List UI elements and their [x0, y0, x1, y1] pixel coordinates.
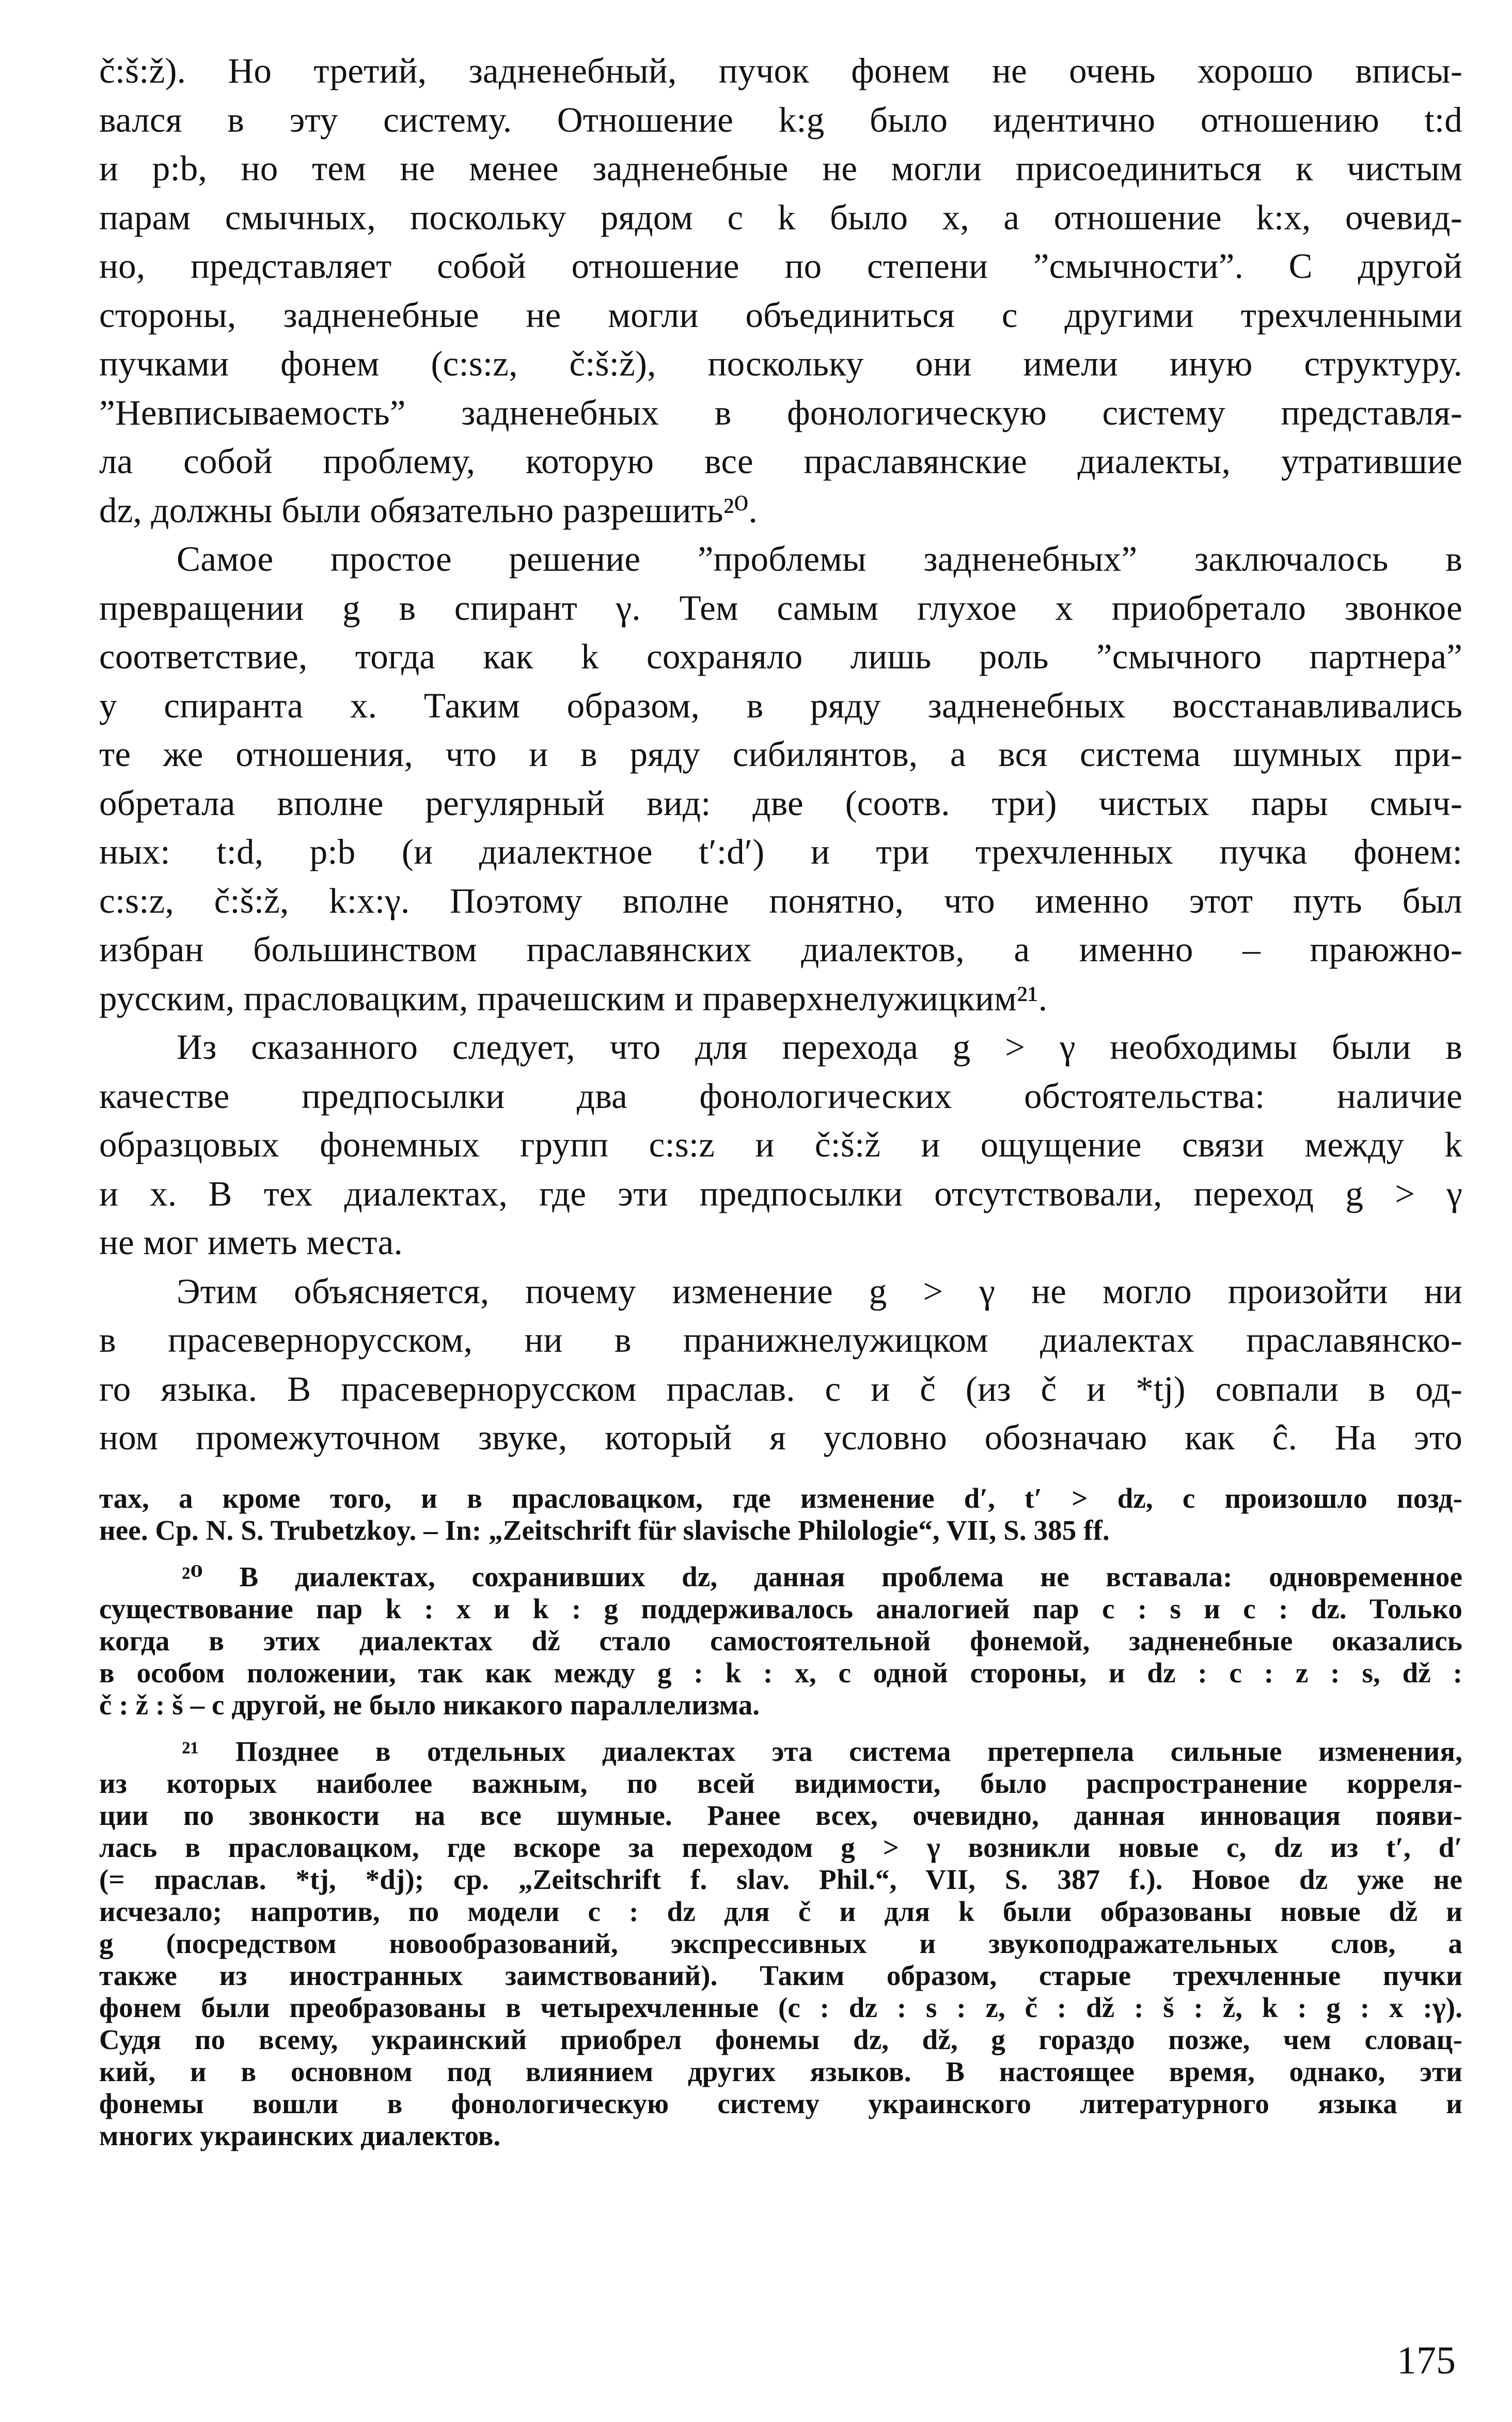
text-line: не мог иметь места. — [99, 1223, 403, 1262]
footnote-line: когда в этих диалектах dž стало самостоятельной фонемой, задненебные оказались — [99, 1625, 1462, 1657]
text-line: dz, должны были обязательно разрешить²⁰. — [99, 490, 758, 530]
footnote-line: нее. Ср. N. S. Trubetzkoy. – In: „Zeitschrift für slavische Philologie“, VII, S. 385 ff. — [99, 1514, 1110, 1546]
text-line: качестве предпосылки два фонологических обстоятельства: наличие — [99, 1076, 1462, 1116]
footnote-line: ции по звонкости на все шумные. Ранее всех, очевидно, данная инновация появи- — [99, 1800, 1462, 1831]
paragraph-2 — [99, 535, 1462, 1023]
page-number: 175 — [1397, 2339, 1456, 2382]
text-line: но, представляет собой отношение по степени ”смычности”. С другой — [99, 246, 1462, 286]
text-line: ”Невписываемость” задненебных в фонологическую систему представля- — [99, 393, 1462, 432]
footnotes — [99, 1482, 1462, 2152]
text-line: ных: t:d, p:b (и диалектное t′:d′) и три трехчленных пучка фонем: — [99, 832, 1462, 871]
footnote-line: многих украинских диалектов. — [99, 2120, 501, 2151]
footnote-line: g (посредством новообразований, экспрессивных и звукоподражательных слов, а — [99, 1928, 1462, 1959]
text-line: превращении g в спирант γ. Тем самым глухое x приобретало звонкое — [99, 588, 1462, 628]
text-line: c:s:z, č:š:ž, k:x:γ. Поэтому вполне понятно, что именно этот путь был — [99, 881, 1462, 920]
text-line: обретала вполне регулярный вид: две (соотв. три) чистых пары смыч- — [99, 783, 1462, 823]
text-line: вался в эту систему. Отношение k:g было идентично отношению t:d — [99, 100, 1462, 139]
text-line: образцовых фонемных групп c:s:z и č:š:ž и ощущение связи между k — [99, 1125, 1462, 1164]
paragraph-3 — [99, 1023, 1462, 1267]
text-line: и p:b, но тем не менее задненебные не могли присоединиться к чистым — [99, 149, 1462, 188]
footnote-line: Судя по всему, украинский приобрел фонемы dz, dž, g гораздо позже, чем словац- — [99, 2024, 1462, 2055]
text-line: русским, прасловацким, прачешским и праверхнелужицким²¹. — [99, 978, 1048, 1018]
text-line: соответствие, тогда как k сохраняло лишь роль ”смычного партнера” — [99, 637, 1462, 676]
text-line: и x. В тех диалектах, где эти предпосылки отсутствовали, переход g > γ — [99, 1174, 1462, 1213]
footnote-continuation — [99, 1482, 1462, 1546]
text-line: у спиранта x. Таким образом, в ряду задненебных восстанавливались — [99, 685, 1462, 725]
footnote-20 — [99, 1561, 1462, 1721]
main-text — [99, 46, 1462, 1462]
text-line: пучками фонем (c:s:z, č:š:ž), поскольку они имели иную структуру. — [99, 344, 1462, 383]
paragraph-4 — [99, 1267, 1462, 1462]
footnote-line: фонемы вошли в фонологическую систему украинского литературного языка и — [99, 2088, 1462, 2119]
text-line: избран большинством праславянских диалектов, а именно – праюжно- — [99, 930, 1462, 969]
footnote-line: существование пар k : x и k : g поддерживалось аналогией пар c : s и c : dz. Только — [99, 1593, 1462, 1624]
footnote-line: ²¹ Позднее в отдельных диалектах эта система претерпела сильные изменения, — [182, 1736, 1462, 1767]
footnote-line: č : ž : š – с другой, не было никакого параллелизма. — [99, 1689, 760, 1721]
text-line: ла собой проблему, которую все праславянские диалекты, утратившие — [99, 442, 1462, 481]
footnote-line: в особом положении, так как между g : k : x, с одной стороны, и dz : c : z : s, dž : — [99, 1657, 1462, 1689]
text-line: парам смычных, поскольку рядом с k было x, а отношение k:x, очевид- — [99, 197, 1462, 237]
footnote-line: из которых наиболее важным, по всей видимости, было распространение корреля- — [99, 1768, 1462, 1799]
footnote-line: лась в прасловацком, где вскоре за переходом g > γ возникли новые c, dz из t′, d′ — [99, 1832, 1462, 1863]
footnote-line: исчезало; напротив, по модели c : dz для č и для k были образованы новые dž и — [99, 1896, 1462, 1927]
footnote-line: также из иностранных заимствований). Таким образом, старые трехчленные пучки — [99, 1960, 1462, 1991]
text-line: č:š:ž). Но третий, задненебный, пучок фонем не очень хорошо вписы- — [99, 51, 1462, 90]
footnote-line: (= праслав. *tj, *dj); ср. „Zeitschrift f. slav. Phil.“, VII, S. 387 f.). Новое dz уже не — [99, 1864, 1462, 1895]
text-line: Самое простое решение ”проблемы задненебных” заключалось в — [177, 539, 1462, 579]
footnote-21 — [99, 1736, 1462, 2152]
text-line: ном промежуточном звуке, который я условно обозначаю как ĉ. На это — [99, 1418, 1462, 1457]
text-line: те же отношения, что и в ряду сибилянтов, а вся система шумных при- — [99, 735, 1462, 774]
footnote-line: тах, а кроме того, и в прасловацком, где изменение d′, t′ > dz, с произошло позд- — [99, 1482, 1462, 1514]
footnote-line: ²⁰ В диалектах, сохранивших dz, данная проблема не вставала: одновременное — [182, 1561, 1462, 1592]
text-line: стороны, задненебные не могли объединиться с другими трехчленными — [99, 295, 1462, 335]
footnote-line: фонем были преобразованы в четырехчленные (c : dz : s : z, č : dž : š : ž, k : g : x :γ). — [99, 1992, 1462, 2023]
text-line: Этим объясняется, почему изменение g > γ не могло произойти ни — [177, 1271, 1462, 1311]
text-line: Из сказанного следует, что для перехода g > γ необходимы были в — [177, 1027, 1462, 1067]
text-line: го языка. В прасевернорусском праслав. c и č (из č и *tj) совпали в од- — [99, 1369, 1462, 1409]
text-line: в прасевернорусском, ни в пранижнелужицком диалектах праславянско- — [99, 1320, 1462, 1360]
paragraph-1 — [99, 46, 1462, 535]
footnote-line: кий, и в основном под влиянием других языков. В настоящее время, однако, эти — [99, 2056, 1462, 2087]
